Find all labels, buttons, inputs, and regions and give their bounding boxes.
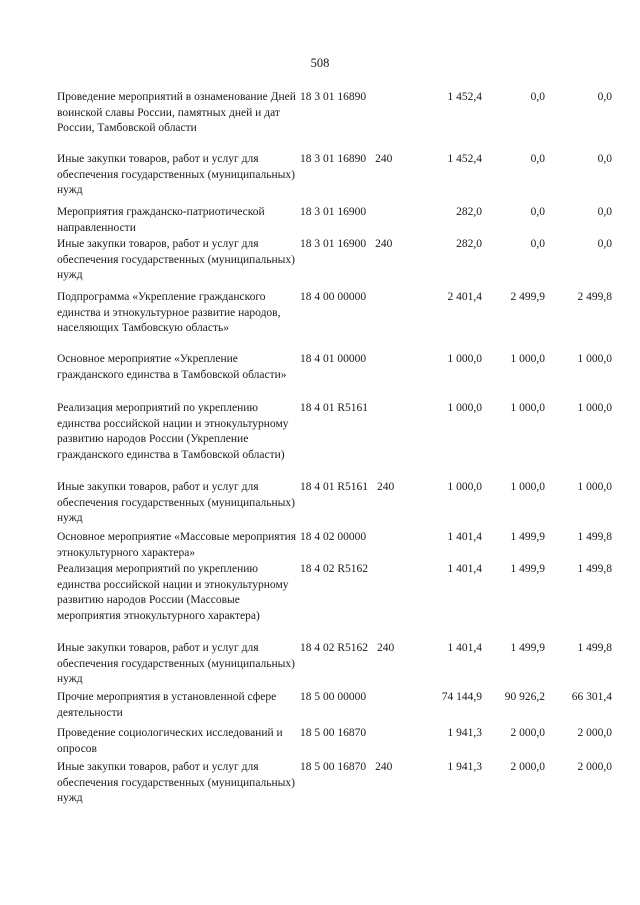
amount-col-2: 1 499,9 <box>510 642 545 654</box>
expense-kind-code: 240 <box>377 642 395 654</box>
expense-kind-code: 240 <box>375 153 393 165</box>
amount-col-3: 1 499,8 <box>577 531 612 543</box>
target-article-code: 18 3 01 16890 <box>300 153 367 165</box>
amount-col-2: 1 499,9 <box>510 563 545 575</box>
row-code <box>300 290 375 306</box>
amount-col-3: 1 499,8 <box>577 642 612 654</box>
page-number: 508 <box>310 56 330 70</box>
row-code <box>300 352 375 368</box>
target-article-code: 18 4 02 R5162 <box>300 642 369 654</box>
amount-col-1: 282,0 <box>456 238 482 250</box>
row-code <box>300 480 394 496</box>
amount-col-3: 66 301,4 <box>571 691 612 703</box>
amount-col-2: 1 000,0 <box>510 353 545 365</box>
target-article-code: 18 4 02 R5162 <box>300 563 369 575</box>
target-article-code: 18 5 00 00000 <box>300 691 367 703</box>
row-name: Иные закупки товаров, работ и услуг для обеспечения государственных (муниципальных) нужд <box>57 153 295 196</box>
amount-col-2: 1 499,9 <box>510 531 545 543</box>
row-name: Иные закупки товаров, работ и услуг для обеспечения государственных (муниципальных) нужд <box>57 761 295 804</box>
amount-col-3: 1 000,0 <box>577 481 612 493</box>
amount-col-3: 2 000,0 <box>577 761 612 773</box>
target-article-code: 18 4 02 00000 <box>300 531 367 543</box>
target-article-code: 18 4 01 00000 <box>300 353 367 365</box>
row-code <box>300 205 375 221</box>
row-code <box>300 690 375 706</box>
amount-col-1: 1 941,3 <box>447 761 482 773</box>
row-code <box>300 530 375 546</box>
row-name: Основное мероприятие «Укрепление гражданского единства в Тамбовской области» <box>57 353 287 381</box>
expense-kind-code: 240 <box>377 481 395 493</box>
amount-col-2: 2 000,0 <box>510 727 545 739</box>
row-name: Иные закупки товаров, работ и услуг для обеспечения государственных (муниципальных) нужд <box>57 642 295 685</box>
amount-col-3: 0,0 <box>597 238 612 250</box>
amount-col-2: 90 926,2 <box>504 691 545 703</box>
row-code <box>300 562 377 578</box>
row-name: Иные закупки товаров, работ и услуг для обеспечения государственных (муниципальных) нужд <box>57 238 295 281</box>
target-article-code: 18 3 01 16900 <box>300 238 367 250</box>
row-name: Проведение мероприятий в ознаменование Дней воинской славы России, памятных дней и дат России, Тамбовской области <box>57 91 296 134</box>
row-code <box>300 237 392 253</box>
row-name: Прочие мероприятия в установленной сфере деятельности <box>57 691 277 719</box>
row-code <box>300 90 375 106</box>
amount-col-3: 0,0 <box>597 91 612 103</box>
row-name: Мероприятия гражданско-патриотической направленности <box>57 206 265 234</box>
amount-col-1: 1 401,4 <box>447 531 482 543</box>
amount-col-1: 1 401,4 <box>447 642 482 654</box>
amount-col-1: 2 401,4 <box>447 291 482 303</box>
row-code <box>300 726 375 742</box>
amount-col-1: 282,0 <box>456 206 482 218</box>
row-name: Реализация мероприятий по укреплению единства российской нации и этнокультурному развитию народов России (Укрепление гражданского единства в Тамбовской области) <box>57 402 289 461</box>
amount-col-2: 2 000,0 <box>510 761 545 773</box>
amount-col-1: 1 452,4 <box>447 153 482 165</box>
amount-col-2: 0,0 <box>530 206 545 218</box>
amount-col-1: 1 941,3 <box>447 727 482 739</box>
row-code <box>300 401 377 417</box>
amount-col-1: 1 000,0 <box>447 402 482 414</box>
expense-kind-code: 240 <box>375 761 393 773</box>
amount-col-1: 1 452,4 <box>447 91 482 103</box>
row-name: Основное мероприятие «Массовые мероприятия этнокультурного характера» <box>57 531 297 559</box>
amount-col-1: 1 000,0 <box>447 353 482 365</box>
amount-col-2: 0,0 <box>530 91 545 103</box>
amount-col-3: 1 499,8 <box>577 563 612 575</box>
row-name: Подпрограмма «Укрепление гражданского единства и этнокультурное развитие народов, населяющих Тамбовскую область» <box>57 291 281 334</box>
amount-col-2: 2 499,9 <box>510 291 545 303</box>
amount-col-3: 1 000,0 <box>577 353 612 365</box>
row-name: Проведение социологических исследований и опросов <box>57 727 283 755</box>
amount-col-2: 0,0 <box>530 238 545 250</box>
target-article-code: 18 4 00 00000 <box>300 291 367 303</box>
amount-col-2: 0,0 <box>530 153 545 165</box>
amount-col-1: 74 144,9 <box>441 691 482 703</box>
amount-col-3: 2 499,8 <box>577 291 612 303</box>
target-article-code: 18 5 00 16870 <box>300 761 367 773</box>
amount-col-1: 1 401,4 <box>447 563 482 575</box>
row-code <box>300 760 392 776</box>
target-article-code: 18 4 01 R5161 <box>300 402 369 414</box>
amount-col-2: 1 000,0 <box>510 402 545 414</box>
amount-col-3: 0,0 <box>597 153 612 165</box>
amount-col-3: 2 000,0 <box>577 727 612 739</box>
row-name: Реализация мероприятий по укреплению единства российской нации и этнокультурному развитию народов России (Массовые мероприятия этнокультурного характера) <box>57 563 289 622</box>
row-name: Иные закупки товаров, работ и услуг для обеспечения государственных (муниципальных) нужд <box>57 481 295 524</box>
target-article-code: 18 4 01 R5161 <box>300 481 369 493</box>
amount-col-3: 1 000,0 <box>577 402 612 414</box>
expense-kind-code: 240 <box>375 238 393 250</box>
target-article-code: 18 3 01 16900 <box>300 206 367 218</box>
amount-col-1: 1 000,0 <box>447 481 482 493</box>
row-code <box>300 152 392 168</box>
amount-col-3: 0,0 <box>597 206 612 218</box>
row-code <box>300 641 394 657</box>
target-article-code: 18 3 01 16890 <box>300 91 367 103</box>
target-article-code: 18 5 00 16870 <box>300 727 367 739</box>
amount-col-2: 1 000,0 <box>510 481 545 493</box>
